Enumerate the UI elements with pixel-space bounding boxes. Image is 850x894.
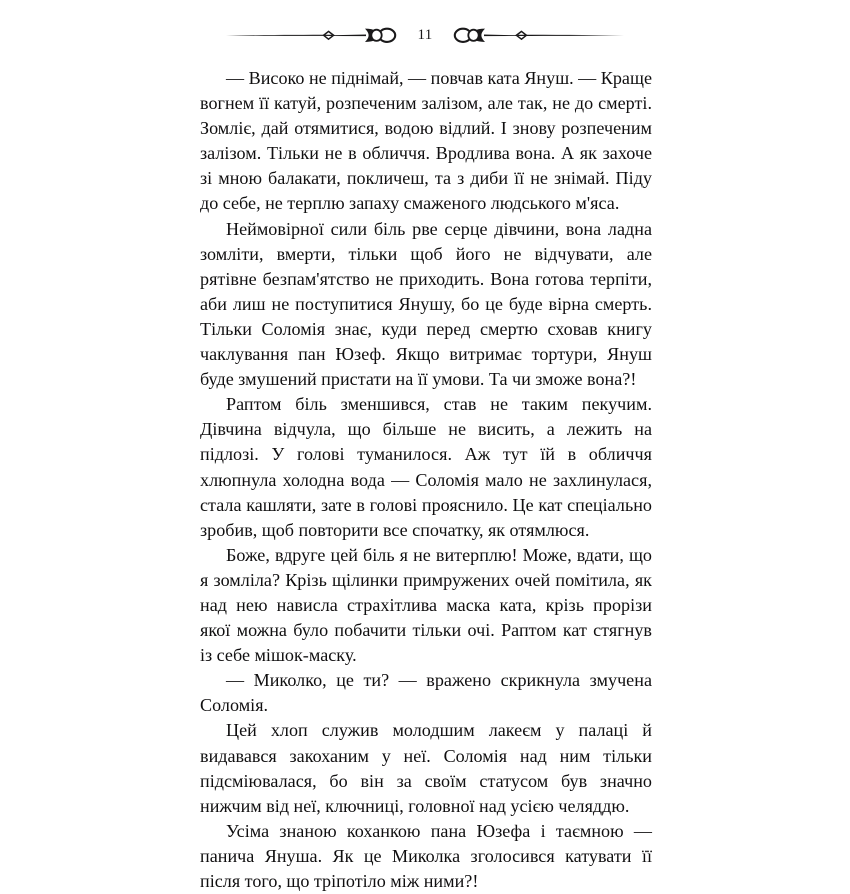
paragraph: — Миколко, це ти? — вражено скрикнула змучена Соломія. — [200, 670, 652, 716]
body-text — [200, 66, 652, 894]
paragraph: Боже, вдруге цей біль я не витерплю! Може, вдати, що я зомліла? Крізь щілинки примружених очей помітила, як над нею нависла страхітлива маска ката, крізь прорізи якої можна було побачити тільки очі. Раптом кат стягнув із себе мішок-маску. — [200, 544, 652, 666]
running-head — [200, 20, 650, 50]
page-number: 11 — [417, 26, 433, 43]
ornament-left-icon — [224, 22, 402, 48]
paragraph: Усіма знаною коханкою пана Юзефа і таємною — панича Януша. Як це Миколка зголосився катувати її після того, що тріпотіло між ними?! — [200, 820, 652, 891]
paragraph: Раптом біль зменшився, став не таким пекучим. Дівчина відчула, що більше не висить, а лежить на підлозі. У голові туманилося. Аж тут їй в обличчя хлюпнула холодна вода — Соломія мало не захлинулася, стала кашляти, зате в голові прояснило. Це кат спеціально зробив, щоб повторити все спочатку, як отямлюся. — [200, 394, 652, 540]
paragraph: Неймовірної сили біль рве серце дівчини, вона ладна зомліти, вмерти, тільки щоб його не відчувати, але рятівне безпам'ятство не приходить. Вона готова терпіти, аби лиш не поступитися Янушу, бо це буде вірна смерть. Тільки Соломія знає, куди перед смертю сховав книгу чаклування пан Юзеф. Якщо витримає тортури, Януш буде змушений пристати на її умови. Та чи зможе вона?! — [200, 218, 652, 390]
paragraph: — Високо не піднімай, — повчав ката Януш. — Краще вогнем її катуй, розпеченим залізом, але так, не до смерті. Зомліє, дай отямитися, водою відлий. І знову розпеченим залізом. Тільки не в обличчя. Вродлива вона. А як захоче зі мною балакати, покличеш, та з диби її не знімай. Піду до себе, не терплю запаху смаженого людського м'яса. — [200, 68, 652, 214]
ornament-right-icon — [448, 22, 626, 48]
paragraph: Цей хлоп служив молодшим лакеєм у палаці й видавався закоханим у неї. Соломія над ним тільки підсміювалася, бо він за своїм статусом був значно нижчим від неї, ключниці, головної над усією челяддю. — [200, 720, 652, 816]
